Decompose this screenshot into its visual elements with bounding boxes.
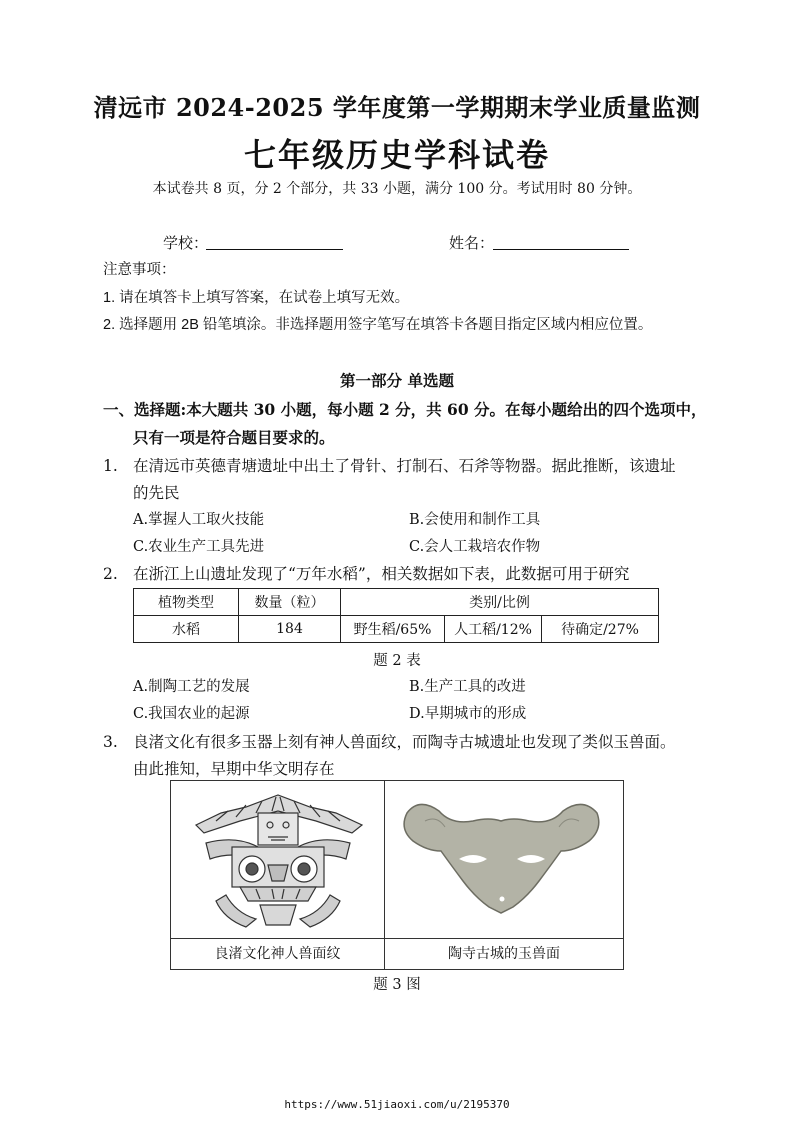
figure-divider	[384, 781, 385, 969]
q1-stem-line1: 在清远市英德青塘遗址中出土了骨针、打制石、石斧等物器。据此推断，该遗址	[133, 457, 676, 475]
q1-option-c[interactable]: C.农业生产工具先进	[133, 539, 265, 555]
q3-stem-line2: 由此推知，早期中华文明存在	[133, 760, 335, 778]
table-cell: 184	[239, 616, 341, 643]
liangzhu-motif-image	[176, 785, 380, 935]
q1-option-a[interactable]: A.掌握人工取火技能	[133, 512, 265, 528]
note-item-2: 2. 选择题用 2B 铅笔填涂。非选择题用签字笔写在填答卡各题目指定区域内相应位置。	[103, 317, 653, 333]
right-image-caption: 陶寺古城的玉兽面	[448, 946, 560, 962]
notes-heading: 注意事项：	[103, 262, 176, 278]
q3-figure	[170, 780, 624, 970]
table-cell: 待确定/27%	[542, 616, 659, 643]
q3-stem-line1: 良渚文化有很多玉器上刻有神人兽面纹，而陶寺古城遗址也发现了类似玉兽面。	[133, 733, 676, 751]
exam-title-line2: 七年级历史学科试卷	[243, 136, 550, 174]
q1-option-d[interactable]: C.会人工栽培农作物	[409, 539, 541, 555]
q2-data-table	[133, 588, 659, 643]
q2-option-c[interactable]: C.我国农业的起源	[133, 706, 250, 722]
note-item-1: 1. 请在填答卡上填写答案，在试卷上填写无效。	[103, 290, 410, 306]
q3-number: 3.	[103, 733, 118, 751]
part1-instruction-line2: 只有一项是符合题目要求的。	[133, 428, 335, 447]
table-header-row	[134, 589, 659, 616]
q2-stem-line1: 在浙江上山遗址发现了“万年水稻”，相关数据如下表，此数据可用于研究	[133, 565, 630, 583]
q1-option-b[interactable]: B.会使用和制作工具	[409, 512, 541, 528]
taosi-jade-mask-image	[389, 785, 619, 935]
left-image-caption: 良渚文化神人兽面纹	[214, 946, 341, 962]
footer-url[interactable]: https://www.51jiaoxi.com/u/2195370	[284, 1098, 510, 1111]
table-cell: 野生稻/65%	[341, 616, 445, 643]
exam-title-line1: 清远市 2024-2025 学年度第一学期期末学业质量监测	[93, 93, 701, 122]
q1-number: 1.	[103, 457, 118, 475]
exam-info: 本试卷共 8 页，分 2 个部分，共 33 小题，满分 100 分。考试用时 80 分钟。	[152, 181, 642, 197]
q2-table-caption: 题 2 表	[373, 653, 421, 669]
table-cell: 人工稻/12%	[445, 616, 542, 643]
school-field[interactable]	[206, 231, 343, 250]
part1-instruction-line1: 一、选择题:本大题共 30 小题，每小题 2 分，共 60 分。在每小题给出的四个选项中，	[103, 400, 707, 419]
q2-option-a[interactable]: A.制陶工艺的发展	[133, 679, 250, 695]
q2-option-d[interactable]: D.早期城市的形成	[409, 706, 527, 722]
name-field[interactable]	[493, 231, 629, 250]
table-header-cell: 数量（粒）	[239, 589, 341, 616]
caption-divider	[171, 938, 623, 939]
table-header-cell: 植物类型	[134, 589, 239, 616]
q2-option-b[interactable]: B.生产工具的改进	[409, 679, 526, 695]
q3-figure-caption: 题 3 图	[373, 977, 421, 993]
table-header-cell: 类别/比例	[341, 589, 659, 616]
table-row	[134, 616, 659, 643]
q1-stem-line2: 的先民	[133, 484, 180, 502]
name-label: 姓名：	[449, 234, 495, 252]
part1-title: 第一部分 单选题	[340, 371, 454, 390]
table-cell: 水稻	[134, 616, 239, 643]
q2-number: 2.	[103, 565, 118, 583]
school-label: 学校：	[163, 234, 209, 252]
